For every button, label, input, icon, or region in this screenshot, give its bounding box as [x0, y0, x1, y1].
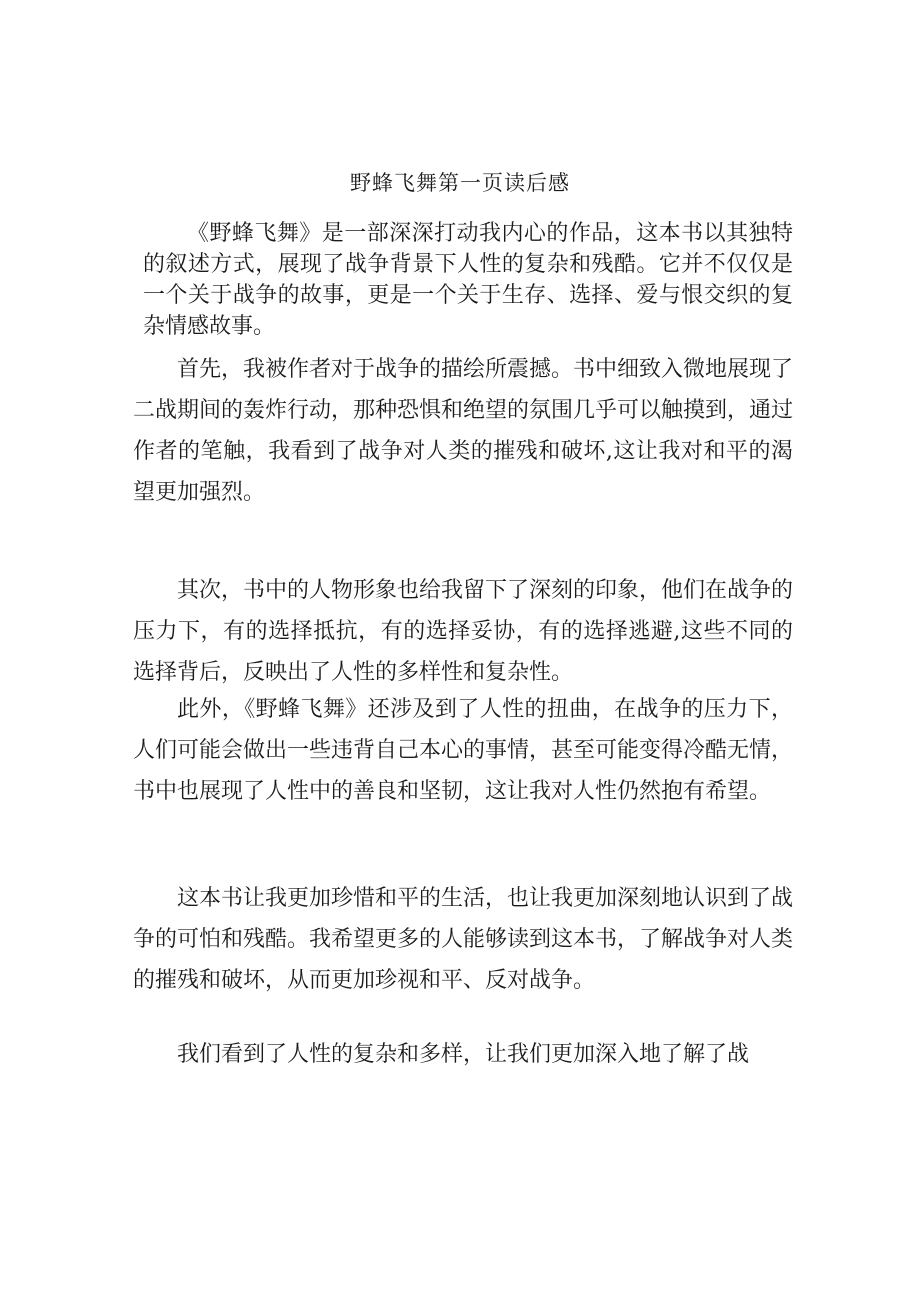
paragraph-third: 此外，《野蜂飞舞》还涉及到了人性的扭曲，在战争的压力下，人们可能会做出一些违背自己本心的事情，甚至可能变得冷酷无情，书中也展现了人性中的善良和坚韧，这让我对人性仍然抱有希望。	[133, 697, 794, 804]
document-title: 野蜂飞舞第一页读后感	[350, 171, 570, 195]
paragraph-fourth: 这本书让我更加珍惜和平的生活，也让我更加深刻地认识到了战争的可怕和残酷。我希望更多的人能够读到这本书，了解战争对人类的摧残和破坏，从而更加珍视和平、反对战争。	[133, 886, 794, 993]
paragraph-fifth: 我们看到了人性的复杂和多样，让我们更加深入地了解了战	[177, 1042, 750, 1067]
paragraph-first: 首先，我被作者对于战争的描绘所震撼。书中细致入微地展现了二战期间的轰炸行动，那种恐惧和绝望的氛围几乎可以触摸到，通过作者的笔触，我看到了战争对人类的摧残和破坏,这让我对和平的渴望更加强烈。	[133, 357, 794, 505]
paragraph-intro: 《野蜂飞舞》是一部深深打动我内心的作品，这本书以其独特的叙述方式，展现了战争背景下人性的复杂和残酷。它并不仅仅是一个关于战争的故事，更是一个关于生存、选择、爱与恨交织的复杂情感故事。	[143, 221, 793, 339]
paragraph-second: 其次，书中的人物形象也给我留下了深刻的印象，他们在战争的压力下，有的选择抵抗，有的选择妥协，有的选择逃避,这些不同的选择背后，反映出了人性的多样性和复杂性。	[133, 578, 794, 685]
